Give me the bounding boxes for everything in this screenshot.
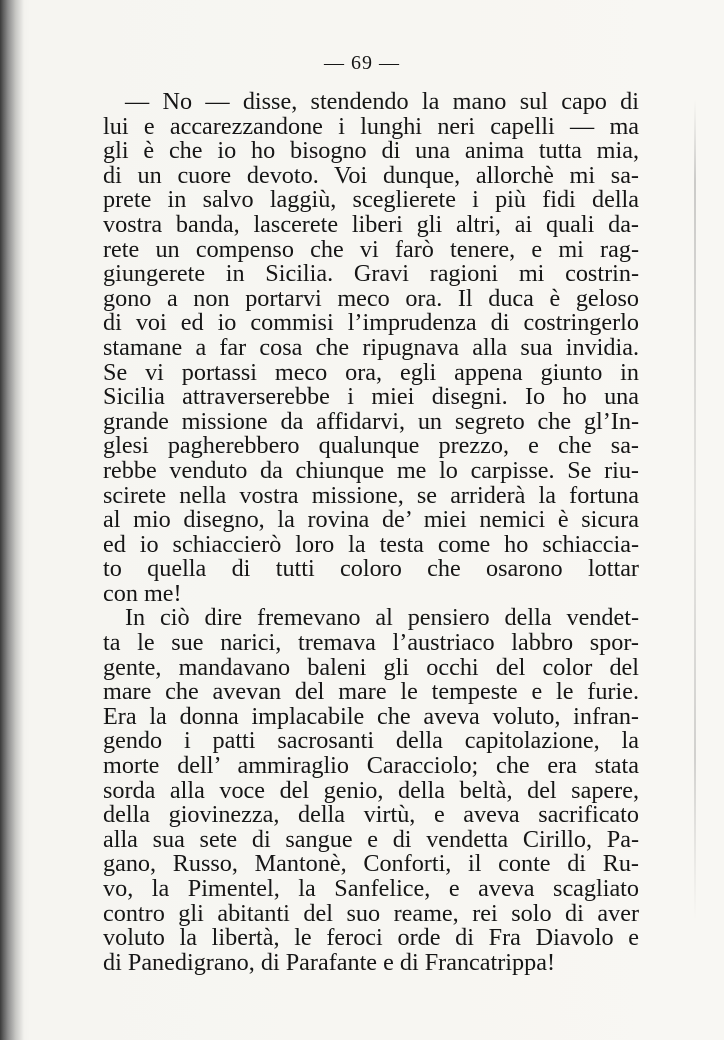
- text-line: gano, Russo, Mantonè, Conforti, il conte di Ru-: [103, 850, 639, 878]
- binding-shadow: [0, 0, 24, 1040]
- text-line: lui e accarezzandone i lunghi neri capelli — ma: [103, 112, 639, 140]
- text-line: sorda alla voce del genio, della beltà, del sapere,: [103, 776, 639, 804]
- page-text: [103, 90, 639, 975]
- text-line: di un cuore devoto. Voi dunque, allorchè mi sa-: [103, 161, 639, 189]
- text-line: mare che avevan del mare le tempeste e le furie.: [103, 678, 639, 706]
- text-line: della giovinezza, della virtù, e aveva sacrificato: [103, 801, 639, 829]
- text-line: In ciò dire fremevano al pensiero della vendet-: [125, 604, 639, 632]
- text-line: di voi ed io commisi l’imprudenza di costringerlo: [103, 309, 639, 337]
- text-line: voluto la libertà, le feroci orde di Fra Diavolo e: [103, 924, 639, 952]
- text-line: rete un compenso che vi farò tenere, e mi rag-: [103, 235, 639, 263]
- text-line: di Panedigrano, di Parafante e di Francatrippa!: [103, 948, 556, 976]
- text-line: gli è che io ho bisogno di una anima tutta mia,: [103, 137, 639, 165]
- page-edge-mark: [694, 100, 696, 920]
- text-line: Era la donna implacabile che aveva voluto, infran-: [103, 702, 639, 730]
- text-line: con me!: [103, 579, 182, 607]
- text-line: to quella di tutti coloro che osarono lottar: [103, 555, 639, 583]
- text-line: gono a non portarvi meco ora. Il duca è geloso: [103, 284, 639, 312]
- text-line: vo, la Pimentel, la Sanfelice, e aveva scagliato: [103, 875, 639, 902]
- text-line: rebbe venduto da chiunque me lo carpisse. Se riu-: [103, 456, 639, 484]
- text-line: ta le sue narici, tremava l’austriaco labbro spor-: [103, 629, 639, 657]
- text-line: gendo i patti sacrosanti della capitolazione, la: [103, 727, 639, 755]
- text-line: contro gli abitanti del suo reame, rei solo di aver: [103, 899, 639, 927]
- text-line: vostra banda, lascerete liberi gli altri, ai quali da-: [103, 210, 639, 238]
- text-line: scirete nella vostra missione, se arriderà la fortuna: [103, 481, 639, 509]
- text-line: grande missione da affidarvi, un segreto che gl’In-: [103, 407, 639, 435]
- text-line: stamane a far cosa che ripugnava alla sua invidia.: [103, 333, 639, 361]
- text-line: gente, mandavano baleni gli occhi del color del: [103, 653, 639, 681]
- text-line: al mio disegno, la rovina de’ miei nemici è sicura: [103, 506, 639, 534]
- text-line: Sicilia attraverserebbe i miei disegni. Io ho una: [103, 383, 639, 411]
- text-line: ed io schiaccierò loro la testa come ho schiaccia-: [103, 530, 639, 558]
- page-number: — 69 —: [324, 52, 400, 74]
- text-line: giungerete in Sicilia. Gravi ragioni mi costrin-: [103, 260, 639, 288]
- text-line: Se vi portassi meco ora, egli appena giunto in: [103, 358, 639, 386]
- text-line: glesi pagherebbero qualunque prezzo, e che sa-: [103, 432, 639, 460]
- text-line: — No — disse, stendendo la mano sul capo di: [125, 88, 639, 115]
- text-line: prete in salvo laggiù, sceglierete i più fidi della: [103, 186, 639, 214]
- text-line: morte dell’ ammiraglio Caracciolo; che era stata: [103, 752, 639, 780]
- text-line: alla sua sete di sangue e di vendetta Cirillo, Pa-: [103, 825, 639, 853]
